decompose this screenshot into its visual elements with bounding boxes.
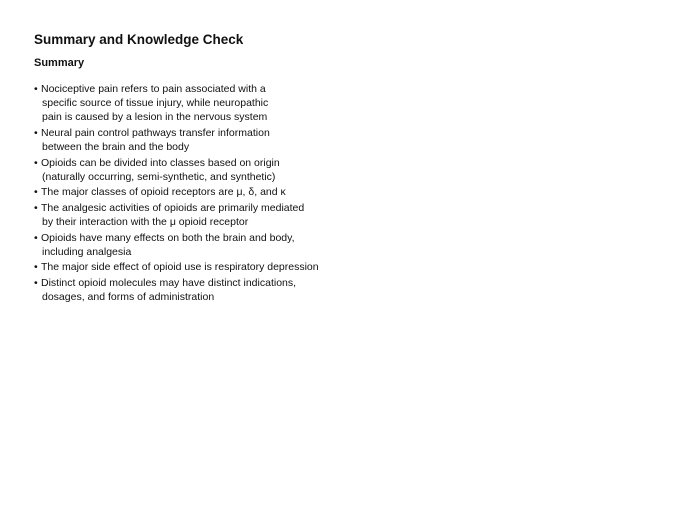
bullet-dot-icon: • [34,186,38,199]
bullet-text-line: Opioids can be divided into classes based on origin [41,156,280,169]
section-heading: Summary [34,57,85,69]
bullet-dot-icon: • [34,126,38,139]
bullet-text-line: Distinct opioid molecules may have distinct indications, [41,276,297,289]
bullet-text-line: dosages, and forms of administration [42,290,215,303]
bullet-dot-icon: • [34,156,38,169]
bullet-text-line: Nociceptive pain refers to pain associated with a [41,83,266,95]
summary-bullet-item [34,126,454,154]
summary-bullet-item [34,156,454,184]
bullet-text-line: Opioids have many effects on both the brain and body, [41,231,295,244]
bullet-text-line: Neural pain control pathways transfer information [41,126,270,139]
bullet-dot-icon: • [34,276,38,289]
bullet-text-line: (naturally occurring, semi-synthetic, and synthetic) [42,170,276,183]
bullet-dot-icon: • [34,261,38,274]
summary-bullet-list [34,82,454,305]
bullet-dot-icon: • [34,83,38,95]
bullet-dot-icon: • [34,201,38,214]
bullet-text-line: The major side effect of opioid use is respiratory depression [41,261,319,274]
bullet-text-line: The major classes of opioid receptors are μ, δ, and κ [41,186,286,199]
summary-bullet-item [34,260,454,274]
summary-bullet-item [34,276,454,304]
bullet-text-line: specific source of tissue injury, while neuropathic [42,97,269,110]
bullet-dot-icon: • [34,231,38,244]
summary-bullet-item [34,82,454,125]
page-title: Summary and Knowledge Check [34,32,244,47]
bullet-text-line: by their interaction with the μ opioid receptor [42,216,249,229]
bullet-text-line: pain is caused by a lesion in the nervous system [42,111,268,124]
bullet-text-line: The analgesic activities of opioids are primarily mediated [41,201,305,214]
bullet-text-line: between the brain and the body [42,141,190,154]
summary-bullet-item [34,201,454,229]
summary-bullet-item [34,185,454,199]
bullet-text-line: including analgesia [42,245,132,258]
summary-bullet-item [34,231,454,259]
